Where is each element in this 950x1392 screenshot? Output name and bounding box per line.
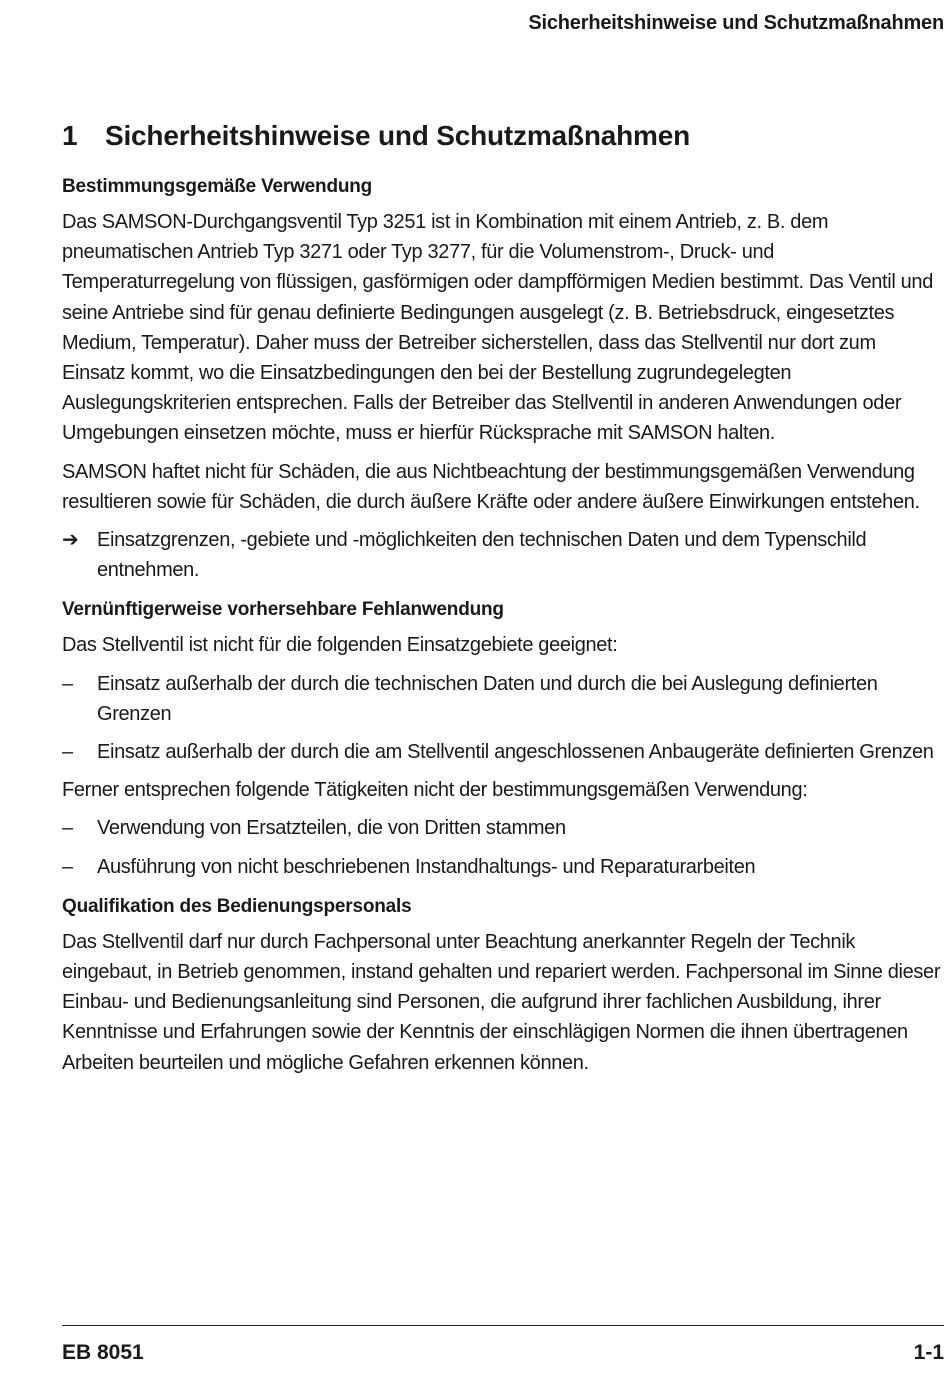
chapter-number: 1 (62, 120, 78, 151)
instruction-item (62, 525, 942, 585)
list-item-text: Einsatz außerhalb der durch die technischen Daten und durch die bei Auslegung definierten Grenzen (97, 672, 878, 725)
list-item-text: Ausführung von nicht beschriebenen Instandhaltungs- und Reparaturarbeiten (97, 855, 756, 878)
list-item (62, 669, 942, 729)
section-heading-intended-use: Bestimmungsgemäße Verwendung (62, 176, 373, 197)
list-item-text: Einsatz außerhalb der durch die am Stellventil angeschlossenen Anbaugeräte definierten Grenzen (97, 741, 934, 764)
paragraph: Das Stellventil ist nicht für die folgenden Einsatzgebiete geeignet: (62, 634, 618, 657)
list-item (62, 852, 942, 882)
dash-bullet: – (62, 855, 73, 878)
list-item-text: Verwendung von Ersatzteilen, die von Dritten stammen (97, 817, 566, 840)
document-id: EB 8051 (62, 1341, 144, 1364)
running-header: Sicherheitshinweise und Schutzmaßnahmen (528, 12, 944, 34)
page-content (62, 120, 942, 1086)
chapter-heading (62, 120, 942, 152)
paragraph: Das SAMSON-Durchgangsventil Typ 3251 ist in Kombination mit einem Antrieb, z. B. dem pneumatischen Antrieb Typ 3271 oder Typ 3277, für die Volumenstrom-, Druck- und Temperaturregelung von flüssigen, gasförmigen oder dampfförmigen Medien bestimmt. Das Ventil und seine Antriebe sind für genau definierte Bedingungen ausgelegt (z. B. Betriebsdruck, eingesetztes Medium, Temperatur). Daher muss der Betreiber sicherstellen, dass das Stellventil nur dort zum Einsatz kommt, wo die Einsatzbedingungen den bei der Bestellung zugrundegelegten Auslegungskriterien entsprechen. Falls der Betreiber das Stellventil in anderen Anwendungen oder Umgebungen einsetzen möchte, muss er hierfür Rücksprache mit SAMSON halten. (62, 211, 933, 445)
section-heading-qualification: Qualifikation des Bedienungspersonals (62, 895, 412, 917)
dash-bullet: – (62, 741, 73, 764)
list-item (62, 737, 942, 767)
page-number: 1-1 (913, 1341, 944, 1364)
chapter-title: Sicherheitshinweise und Schutzmaßnahmen (105, 120, 690, 151)
footer-divider (62, 1325, 944, 1326)
paragraph: SAMSON haftet nicht für Schäden, die aus Nichtbeachtung der bestimmungsgemäßen Verwendung resultieren sowie für Schäden, die durch äußere Kräfte oder andere äußere Einwirkungen entstehen. (62, 460, 920, 513)
paragraph: Das Stellventil darf nur durch Fachpersonal unter Beachtung anerkannter Regeln der Technik eingebaut, in Betrieb genommen, instand gehalten und repariert werden. Fachpersonal im Sinne dieser Einbau- und Bedienungsanleitung sind Personen, die aufgrund ihrer fachlichen Ausbildung, ihrer Kenntnisse und Erfahrungen sowie der Kenntnis der einschlägigen Normen die ihnen übertragenen Arbeiten beurteilen und mögliche Gefahren erkennen können. (62, 930, 941, 1074)
list-item (62, 813, 942, 843)
arrow-right-icon: ➔ (62, 529, 79, 552)
dash-bullet: – (62, 817, 73, 840)
paragraph: Ferner entsprechen folgende Tätigkeiten nicht der bestimmungsgemäßen Verwendung: (62, 779, 808, 802)
section-heading-misuse: Vernünftigerweise vorhersehbare Fehlanwendung (62, 599, 504, 621)
dash-bullet: – (62, 672, 73, 695)
instruction-text: Einsatzgrenzen, -gebiete und -möglichkeiten den technischen Daten und dem Typenschild entnehmen. (97, 529, 867, 582)
